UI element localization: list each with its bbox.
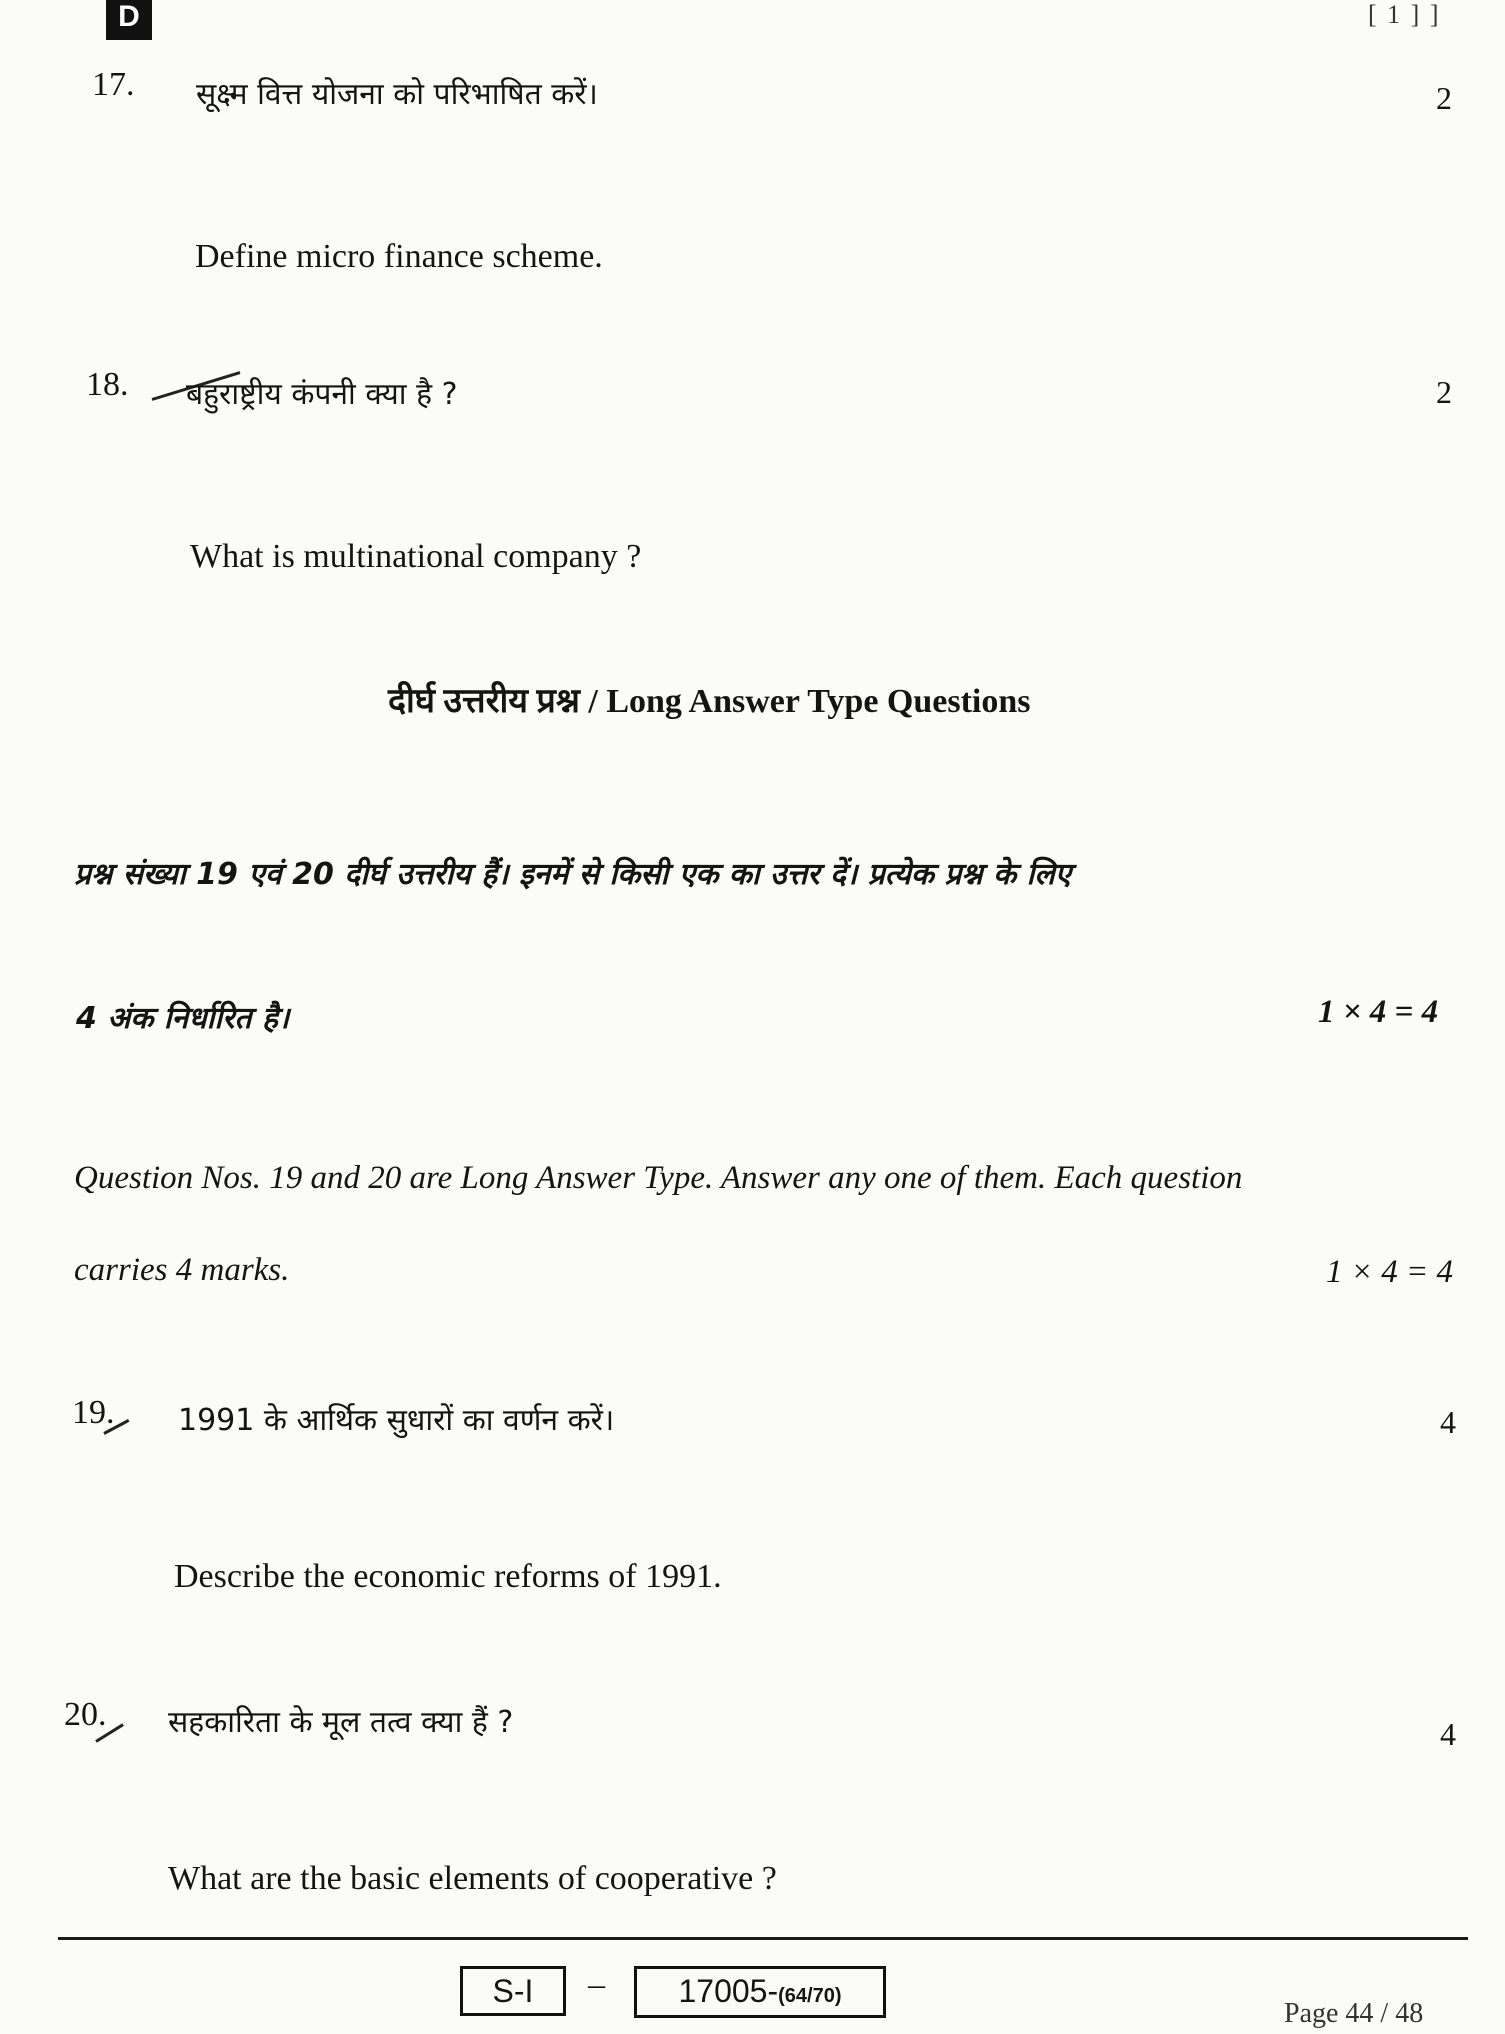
instruction-hindi-line1: प्रश्न संख्या 19 एवं 20 दीर्घ उत्तरीय हैं। इनमें से किसी एक का उत्तर दें। प्रत्येक प्रश्न के लिए	[74, 857, 1072, 892]
question-18-marks: 2	[1436, 374, 1452, 410]
corner-mark: [ 1 ] ]	[1368, 0, 1441, 29]
question-19-english: Describe the economic reforms of 1991.	[174, 1558, 722, 1595]
question-17-marks: 2	[1436, 80, 1452, 116]
question-17-number: 17.	[92, 66, 135, 103]
question-18-number: 18.	[86, 366, 129, 403]
paper-code-sub: (64/70)	[778, 1985, 842, 2007]
section-heading: दीर्घ उत्तरीय प्रश्न / Long Answer Type Questions	[388, 683, 1031, 720]
paper-code: 17005-	[678, 1973, 779, 2009]
paper-code-box	[634, 1966, 886, 2018]
question-19-number: 19.	[72, 1394, 115, 1431]
question-19-hindi: 1991 के आर्थिक सुधारों का वर्णन करें।	[178, 1403, 615, 1438]
instruction-hindi-line2: 4 अंक निर्धारित है।	[76, 1001, 290, 1036]
question-20-hindi: सहकारिता के मूल तत्व क्या हैं ?	[168, 1705, 514, 1740]
instruction-hindi-marks: 1 × 4 = 4	[1318, 994, 1439, 1030]
question-17-english: Define micro finance scheme.	[195, 238, 603, 275]
footer-rule	[58, 1937, 1468, 1940]
footer-dash: –	[588, 1966, 605, 2003]
question-20-english: What are the basic elements of cooperative ?	[168, 1860, 777, 1897]
instruction-english-marks: 1 × 4 = 4	[1326, 1254, 1454, 1290]
page-number: Page 44 / 48	[1284, 1998, 1424, 2029]
series-code-box	[460, 1966, 566, 2016]
question-20-marks: 4	[1440, 1716, 1456, 1752]
series-code: S-I	[492, 1973, 534, 2009]
question-18-english: What is multinational company ?	[190, 538, 642, 575]
instruction-english-line2: carries 4 marks.	[74, 1252, 290, 1288]
question-20-number: 20.	[64, 1696, 107, 1733]
section-badge: D	[106, 0, 152, 40]
question-17-hindi: सूक्ष्म वित्त योजना को परिभाषित करें।	[196, 77, 598, 112]
question-18-hindi: बहुराष्ट्रीय कंपनी क्या है ?	[186, 377, 458, 412]
question-19-marks: 4	[1440, 1404, 1456, 1440]
instruction-english-line1: Question Nos. 19 and 20 are Long Answer Type. Answer any one of them. Each question	[74, 1160, 1243, 1196]
